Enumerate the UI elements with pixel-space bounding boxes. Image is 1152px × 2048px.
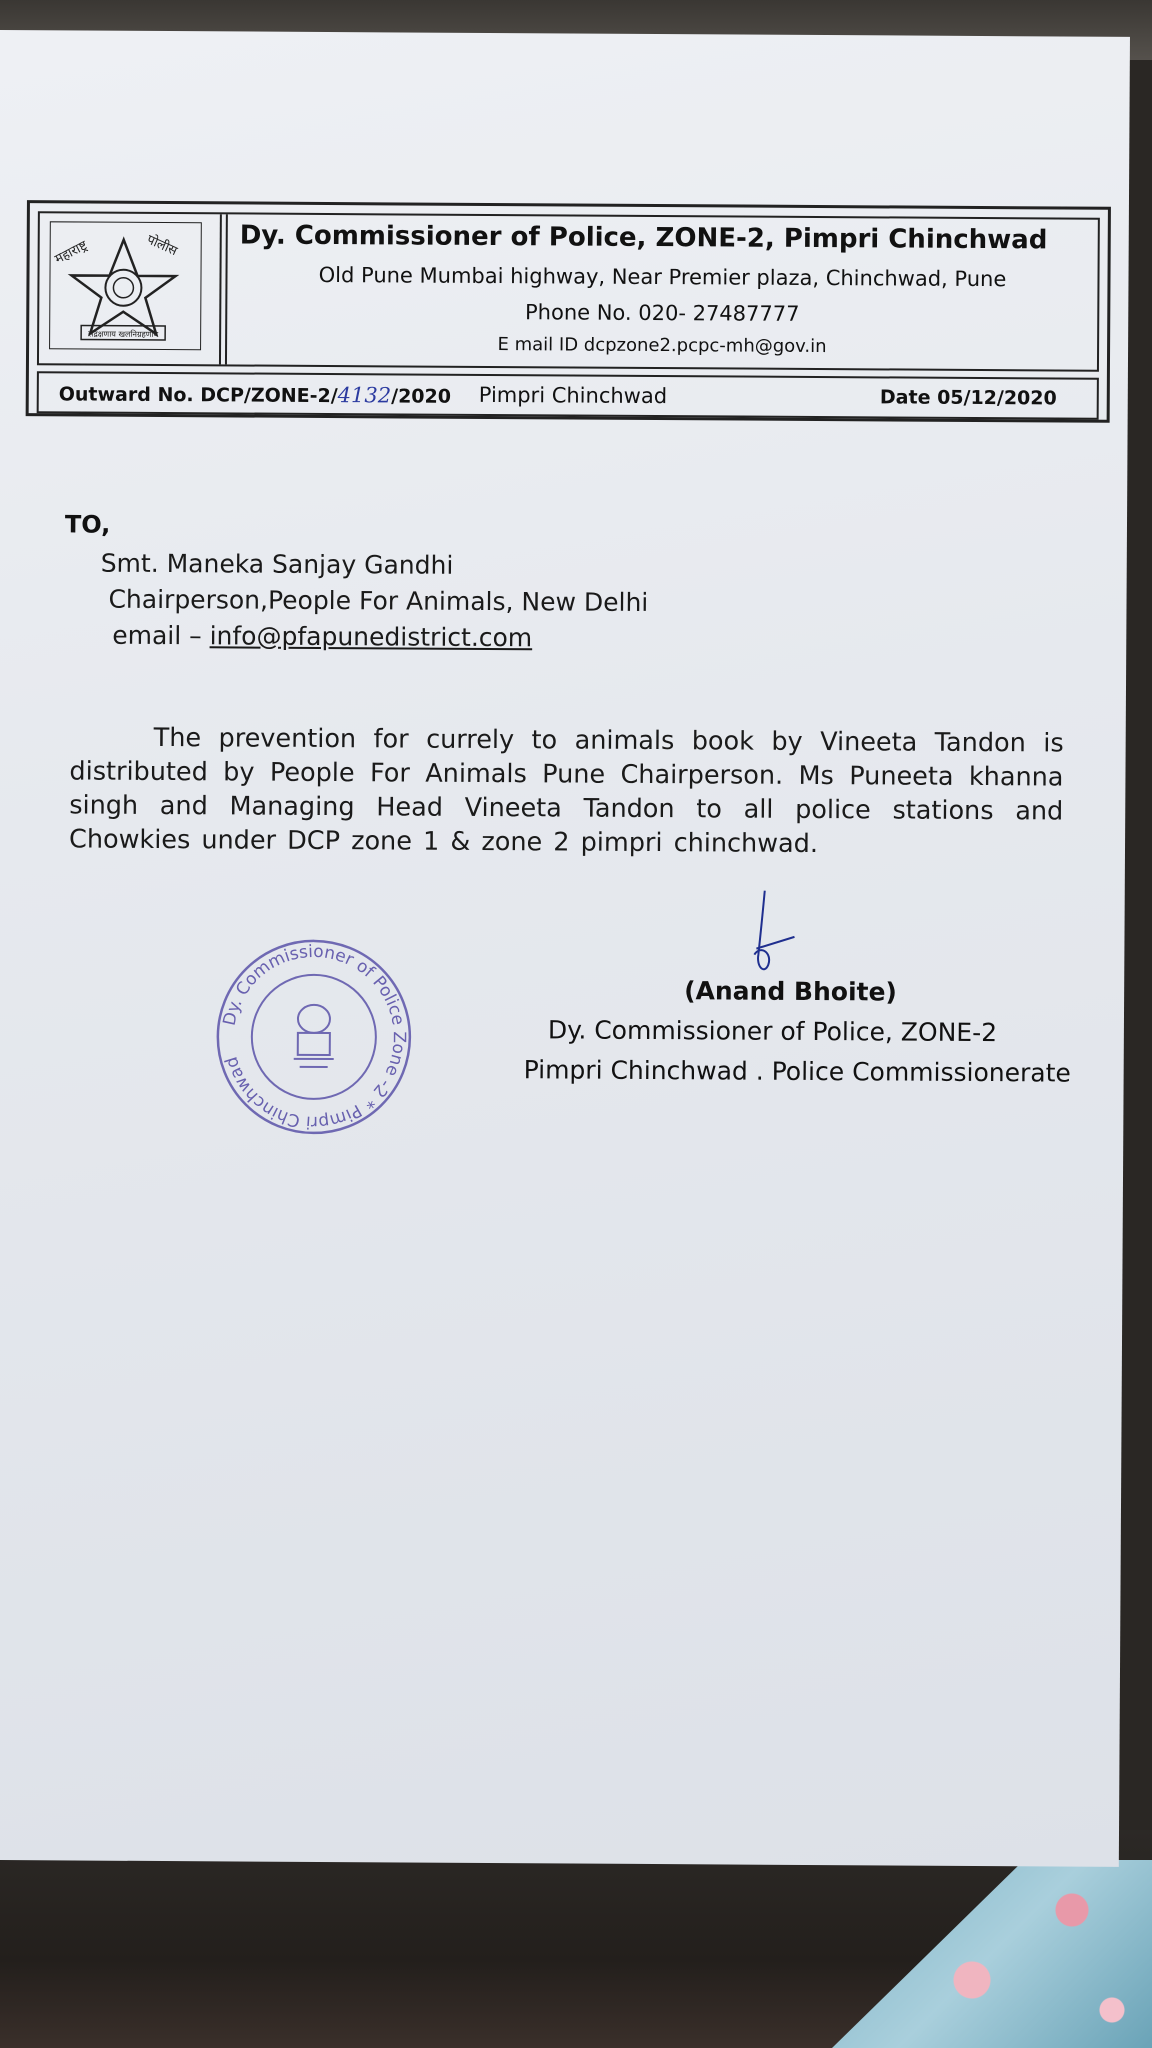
ashoka-emblem-icon [294,1005,334,1067]
outward-handwritten-number: 4132 [337,383,392,408]
recipient-designation: Chairperson,People For Animals, New Delhi [108,584,649,617]
emblem-text-right: पोलीस [144,232,180,260]
signatory-name: (Anand Bhoite) [684,976,898,1007]
signatory-title: Dy. Commissioner of Police, ZONE-2 [547,1015,998,1048]
emblem-motto: सद्रक्षणाय खलनिग्रहणाय [88,329,159,339]
outward-date: Date 05/12/2020 [879,386,1057,410]
letterhead-phone: Phone No. 020- 27487777 [524,300,800,326]
letterhead-title: Dy. Commissioner of Police, ZONE-2, Pimpri Chinchwad [239,220,1048,256]
seal-ring-text [219,941,409,1132]
recipient-email-label: email – [112,620,210,651]
letter-body: The prevention for currely to animals book by Vineeta Tandon is distributed by People For Animals Pune Chairperson. Ms Puneeta khanna singh and Managing Head Vineeta Tandon to all police stations and Chowkies under DCP zone 1 & zone 2 pimpri chinchwad. [68,722,1064,860]
letterhead [26,200,1111,423]
signature [734,885,825,986]
seal-ring-textpath: Dy. Commissioner of Police Zone -2 * Pimpri Chinchwad [219,941,409,1132]
emblem-box [39,213,222,364]
police-seal-stamp [213,936,414,1137]
outward-suffix: /2020 [391,385,452,408]
letterhead-email: E mail ID dcpzone2.pcpc-mh@gov.in [497,334,827,358]
recipient-name: Smt. Maneka Sanjay Gandhi [100,548,454,580]
outward-place: Pimpri Chinchwad [478,382,668,409]
outward-number [59,381,451,407]
emblem-text-left: महाराष्ट्र [53,238,90,268]
recipient-email-line [112,621,532,653]
maharashtra-police-emblem-icon [53,225,194,346]
letter-page [0,30,1130,1867]
letterhead-text-box [225,214,1098,369]
recipient-email-link[interactable]: info@pfapunedistrict.com [209,621,533,653]
outward-row [37,371,1099,419]
outward-prefix: Outward No. DCP/ZONE-2/ [58,383,338,408]
letterhead-inner [37,211,1100,371]
to-label: TO, [64,510,111,539]
signatory-organization: Pimpri Chinchwad . Police Commissionerate [523,1055,1071,1088]
letterhead-address: Old Pune Mumbai highway, Near Premier plaza, Chinchwad, Pune [318,262,1007,292]
